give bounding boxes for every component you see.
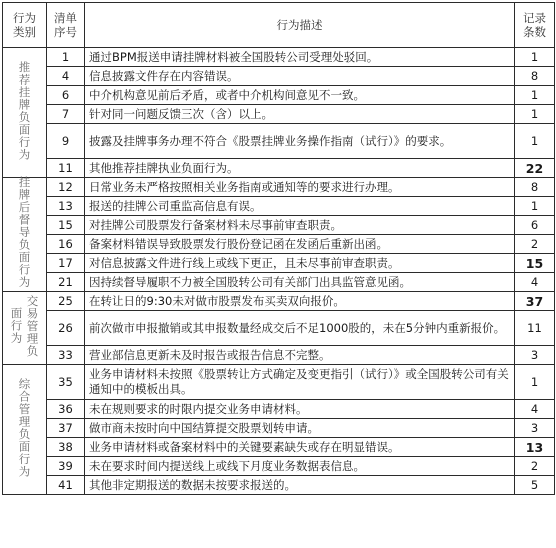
header-row xyxy=(3,3,555,48)
desc-cell: 备案材料错误导致股票发行股份登记函在发函后重新出函。 xyxy=(85,235,515,254)
seq-cell: 12 xyxy=(47,178,85,197)
seq-cell: 13 xyxy=(47,197,85,216)
table-row xyxy=(3,457,555,476)
desc-cell: 对挂牌公司股票发行备案材料未尽事前审查职责。 xyxy=(85,216,515,235)
desc-cell: 做市商未按时向中国结算提交股票划转申请。 xyxy=(85,419,515,438)
negative-behavior-table xyxy=(2,2,555,495)
table-row xyxy=(3,365,555,400)
count-cell: 1 xyxy=(515,124,555,159)
seq-cell: 6 xyxy=(47,86,85,105)
count-cell: 2 xyxy=(515,235,555,254)
desc-cell: 其他非定期报送的数据未按要求报送的。 xyxy=(85,476,515,495)
desc-cell: 在转让日的9:30未对做市股票发布买卖双向报价。 xyxy=(85,292,515,311)
seq-cell: 26 xyxy=(47,311,85,346)
table-row xyxy=(3,438,555,457)
table-row xyxy=(3,216,555,235)
seq-cell: 4 xyxy=(47,67,85,86)
table-row xyxy=(3,346,555,365)
seq-cell: 41 xyxy=(47,476,85,495)
count-cell: 1 xyxy=(515,105,555,124)
seq-cell: 33 xyxy=(47,346,85,365)
table-row xyxy=(3,235,555,254)
category-cell: 综合管理负面行为 xyxy=(3,365,47,495)
desc-cell: 披露及挂牌事务办理不符合《股票挂牌业务操作指南（试行）》的要求。 xyxy=(85,124,515,159)
seq-cell: 39 xyxy=(47,457,85,476)
count-cell: 11 xyxy=(515,311,555,346)
header-count: 记录 条数 xyxy=(515,3,555,48)
desc-cell: 报送的挂牌公司重监高信息有误。 xyxy=(85,197,515,216)
table-row xyxy=(3,86,555,105)
seq-cell: 35 xyxy=(47,365,85,400)
table-row xyxy=(3,311,555,346)
category-cell: 推荐挂牌负面行为 xyxy=(3,48,47,178)
count-cell: 13 xyxy=(515,438,555,457)
category-cell: 挂牌后督导负面行为 xyxy=(3,178,47,292)
count-cell: 1 xyxy=(515,86,555,105)
count-cell: 4 xyxy=(515,273,555,292)
desc-cell: 未在要求时间内提送线上或线下月度业务数据表信息。 xyxy=(85,457,515,476)
seq-cell: 37 xyxy=(47,419,85,438)
seq-cell: 16 xyxy=(47,235,85,254)
table-row xyxy=(3,105,555,124)
table-row xyxy=(3,400,555,419)
desc-cell: 业务申请材料或备案材料中的关键要素缺失或存在明显错误。 xyxy=(85,438,515,457)
table-row xyxy=(3,419,555,438)
count-cell: 5 xyxy=(515,476,555,495)
seq-cell: 11 xyxy=(47,159,85,178)
table-row xyxy=(3,476,555,495)
table-row xyxy=(3,48,555,67)
desc-cell: 通过BPM报送申请挂牌材料被全国股转公司受理处驳回。 xyxy=(85,48,515,67)
table-row xyxy=(3,254,555,273)
seq-cell: 25 xyxy=(47,292,85,311)
desc-cell: 营业部信息更新未及时报告或报告信息不完整。 xyxy=(85,346,515,365)
table-row xyxy=(3,124,555,159)
seq-cell: 17 xyxy=(47,254,85,273)
count-cell: 8 xyxy=(515,178,555,197)
header-category: 行为 类别 xyxy=(3,3,47,48)
desc-cell: 中介机构意见前后矛盾，或者中介机构间意见不一致。 xyxy=(85,86,515,105)
desc-cell: 其他推荐挂牌执业负面行为。 xyxy=(85,159,515,178)
seq-cell: 7 xyxy=(47,105,85,124)
desc-cell: 对信息披露文件进行线上或线下更正，且未尽事前审查职责。 xyxy=(85,254,515,273)
desc-cell: 业务申请材料未按照《股票转让方式确定及变更指引（试行）》或全国股转公司有关通知中的模板出具。 xyxy=(85,365,515,400)
table-row xyxy=(3,197,555,216)
table-row xyxy=(3,67,555,86)
count-cell: 1 xyxy=(515,365,555,400)
count-cell: 4 xyxy=(515,400,555,419)
count-cell: 1 xyxy=(515,197,555,216)
count-cell: 6 xyxy=(515,216,555,235)
count-cell: 15 xyxy=(515,254,555,273)
count-cell: 2 xyxy=(515,457,555,476)
count-cell: 3 xyxy=(515,346,555,365)
desc-cell: 针对同一问题反馈三次（含）以上。 xyxy=(85,105,515,124)
header-desc: 行为描述 xyxy=(85,3,515,48)
desc-cell: 日常业务未严格按照相关业务指南或通知等的要求进行办理。 xyxy=(85,178,515,197)
count-cell: 8 xyxy=(515,67,555,86)
count-cell: 22 xyxy=(515,159,555,178)
table-row xyxy=(3,292,555,311)
count-cell: 1 xyxy=(515,48,555,67)
desc-cell: 因持续督导履职不力被全国股转公司有关部门出具监管意见函。 xyxy=(85,273,515,292)
table-row xyxy=(3,178,555,197)
table-row xyxy=(3,273,555,292)
seq-cell: 1 xyxy=(47,48,85,67)
table-row xyxy=(3,159,555,178)
count-cell: 37 xyxy=(515,292,555,311)
category-cell: 交易管理负面行为 xyxy=(3,292,47,365)
desc-cell: 前次做市申报撤销或其申报数量经成交后不足1000股的，未在5分钟内重新报价。 xyxy=(85,311,515,346)
seq-cell: 9 xyxy=(47,124,85,159)
header-seq: 清单 序号 xyxy=(47,3,85,48)
seq-cell: 15 xyxy=(47,216,85,235)
count-cell: 3 xyxy=(515,419,555,438)
seq-cell: 21 xyxy=(47,273,85,292)
seq-cell: 38 xyxy=(47,438,85,457)
seq-cell: 36 xyxy=(47,400,85,419)
desc-cell: 未在规则要求的时限内提交业务申请材料。 xyxy=(85,400,515,419)
desc-cell: 信息披露文件存在内容错误。 xyxy=(85,67,515,86)
